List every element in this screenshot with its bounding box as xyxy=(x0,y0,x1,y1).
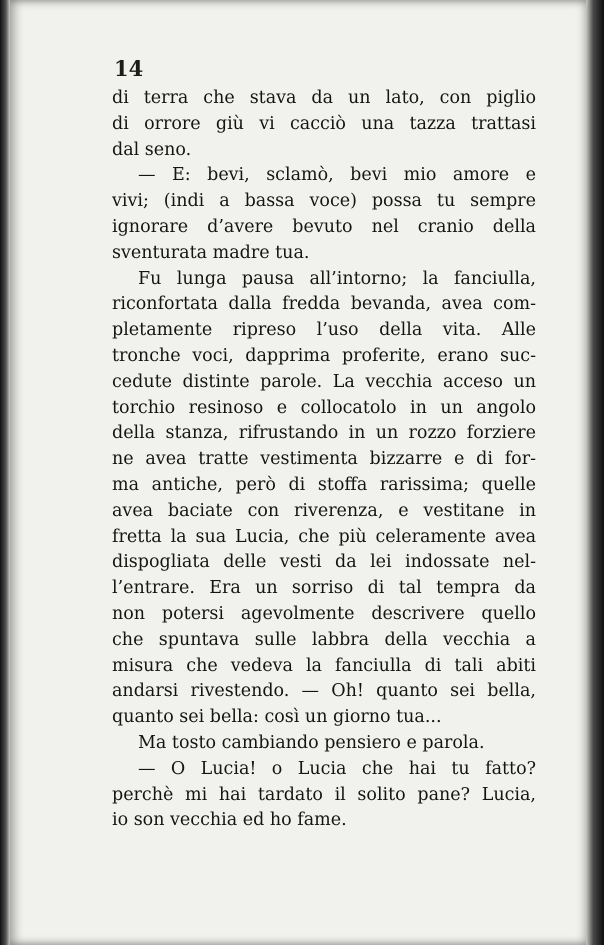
text-line: dispogliata delle vesti da lei indossate nel- xyxy=(112,552,536,573)
text-line: misura che vedeva la fanciulla di tali abiti xyxy=(112,655,536,676)
text-line: fretta la sua Lucia, che più celeramente avea xyxy=(112,526,536,547)
page-edge xyxy=(586,0,604,945)
text-line: Ma tosto cambiando pensiero e parola. xyxy=(138,732,485,753)
text-line: cedute distinte parole. La vecchia acceso un xyxy=(112,371,536,392)
text-line: torchio resinoso e collocatolo in un angolo xyxy=(112,397,536,418)
text-line: ne avea tratte vestimenta bizzarre e di for- xyxy=(112,449,536,470)
text-line: di orrore giù vi cacciò una tazza trattasi xyxy=(112,113,536,134)
book-gutter xyxy=(0,0,10,945)
text-line: della stanza, rifrustando in un rozzo forziere xyxy=(112,423,536,444)
text-line: perchè mi hai tardato il solito pane? Lucia, xyxy=(112,784,536,805)
text-line: pletamente ripreso l’uso della vita. Alle xyxy=(112,320,536,341)
text-line: sventurata madre tua. xyxy=(112,242,310,263)
text-line: l’entrare. Era un sorriso di tal tempra da xyxy=(112,578,536,599)
text-line: vivi; (indi a bassa voce) possa tu sempre xyxy=(112,191,536,212)
text-line: dal seno. xyxy=(112,139,192,160)
text-line: avea baciate con riverenza, e vestitane in xyxy=(112,500,536,521)
text-line: ignorare d’avere bevuto nel cranio della xyxy=(112,216,536,237)
text-line: — E: bevi, sclamò, bevi mio amore e xyxy=(138,165,536,186)
page-number: 14 xyxy=(114,56,144,81)
text-line: Fu lunga pausa all’intorno; la fanciulla, xyxy=(138,268,536,289)
body-text xyxy=(112,86,536,834)
text-line: — O Lucia! o Lucia che hai tu fatto? xyxy=(138,758,536,779)
text-line: ma antiche, però di stoffa rarissima; quelle xyxy=(112,474,536,495)
text-line: non potersi agevolmente descrivere quello xyxy=(112,603,536,624)
text-line: tronche voci, dapprima proferite, erano suc- xyxy=(112,345,536,366)
text-line: quanto sei bella: così un giorno tua... xyxy=(112,707,442,728)
text-line: riconfortata dalla fredda bevanda, avea com- xyxy=(112,294,536,315)
text-line: io son vecchia ed ho fame. xyxy=(112,810,347,831)
text-line: di terra che stava da un lato, con piglio xyxy=(112,88,536,108)
text-line: che spuntava sulle labbra della vecchia a xyxy=(112,629,536,650)
text-line: andarsi rivestendo. — Oh! quanto sei bella, xyxy=(112,681,536,702)
